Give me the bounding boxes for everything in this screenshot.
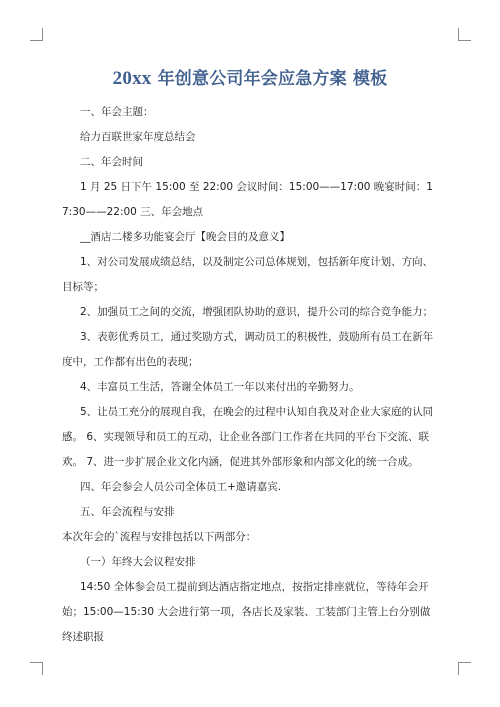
crop-mark-top-left (30, 28, 43, 41)
title-text: 年创意公司年会应急方案 模板 (151, 69, 388, 89)
paragraph-venue: __酒店二楼多功能宴会厅【晚会目的及意义】 (80, 231, 290, 243)
paragraph-purpose-2: 2、加强员工之间的交流，增强团队协助的意识，提升公司的综合竞争能力； (80, 306, 434, 318)
title-year: 20xx (112, 68, 152, 89)
subsection-heading-meeting: （一）年终大会议程安排 (80, 556, 196, 568)
paragraph-purpose-5-7: 5、让员工充分的展现自我，在晚会的过程中认知自我及对企业大家庭的认同感。 6、实现领导和员工的互动，让企业各部门工作者在共同的平台下交流、联欢。 7、进一步扩展企业文化内涵，促进其外部形象和内部文化的统一合成。 (62, 406, 434, 468)
crop-mark-bottom-left (30, 662, 43, 675)
paragraph-time: 1 月 25 日下午 15:00 至 22:00 会议时间：15:00——17:00 晚宴时间：17:30——22:00 三、年会地点 (62, 181, 433, 218)
crop-mark-bottom-right (458, 662, 471, 675)
section-heading-time: 二、年会时间 (80, 156, 143, 168)
paragraph-schedule: 14:50 全体参会员工提前到达酒店指定地点，按指定排座就位，等待年会开始；15:00—15:30 大会进行第一项，各店长及家装、工装部门主管上台分别做终述职报 (62, 581, 431, 643)
crop-mark-top-right (458, 28, 471, 41)
paragraph-theme: 给力百联世家年度总结会 (80, 131, 196, 143)
paragraph-purpose-1: 1、对公司发展成绩总结，以及制定公司总体规划，包括新年度计划、方向、目标等； (62, 256, 434, 293)
section-heading-agenda: 五、年会流程与安排 (80, 506, 175, 518)
paragraph-purpose-3: 3、表彰优秀员工，通过奖励方式，调动员工的积极性，鼓励所有员工在新年度中，工作都有出色的表现； (62, 331, 434, 368)
section-heading-attendees: 四、年会参会人员公司全体员工+邀请嘉宾. (80, 481, 282, 493)
document-title (0, 64, 500, 90)
section-heading-theme: 一、年会主题： (80, 106, 154, 118)
paragraph-agenda-intro: 本次年会的`流程与安排包括以下两部分： (62, 531, 257, 543)
paragraph-purpose-4: 4、丰富员工生活，答谢全体员工一年以来付出的辛勤努力。 (80, 381, 360, 393)
document-body (62, 100, 438, 650)
